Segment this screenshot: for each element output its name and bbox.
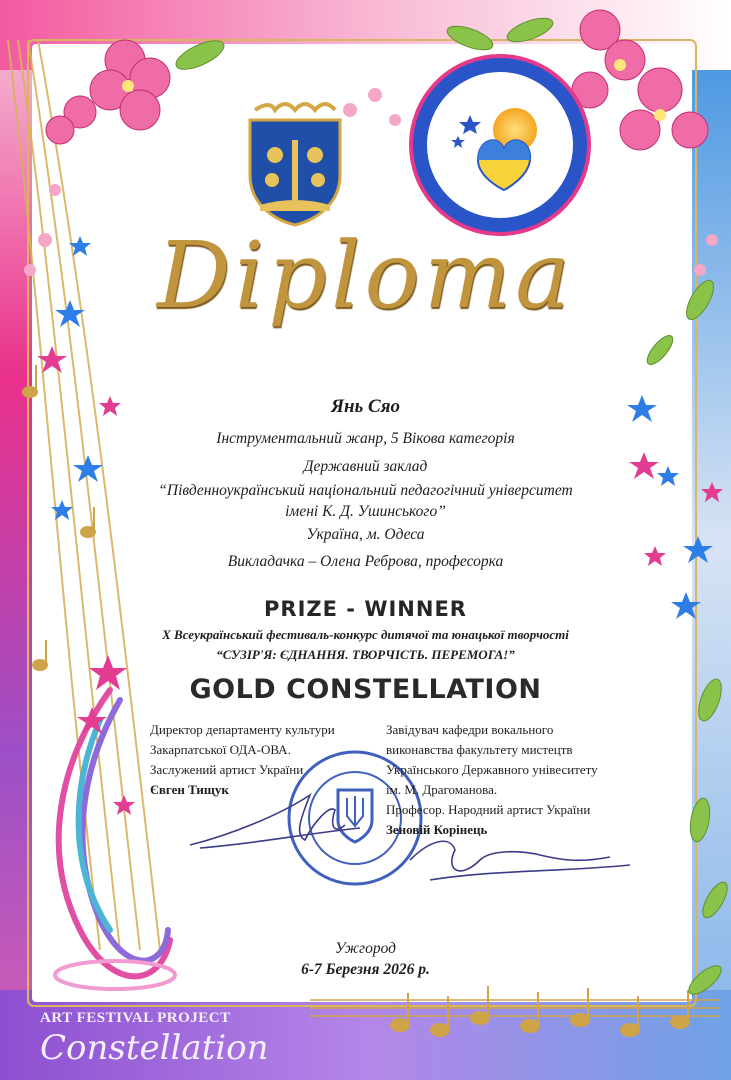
city: Ужгород bbox=[334, 940, 396, 957]
location: Україна, м. Одеса bbox=[306, 526, 425, 543]
recipient-name: Янь Сяо bbox=[330, 396, 401, 417]
diploma-title: Diploma bbox=[157, 222, 574, 329]
date: 6-7 Березня 2026 р. bbox=[301, 961, 430, 978]
teacher: Викладачка – Олена Реброва, професорка bbox=[227, 553, 504, 570]
award-title: GOLD CONSTELLATION bbox=[189, 674, 542, 705]
signatory-right bbox=[386, 720, 636, 840]
signatory-right-line2: виконавства факультету мистецтв bbox=[386, 742, 573, 757]
prize-title: PRIZE - WINNER bbox=[264, 597, 467, 621]
signatory-right-line5: Професор. Народний артист України bbox=[386, 802, 591, 817]
signatory-right-line1: Завідувач кафедри вокального bbox=[386, 722, 554, 737]
institution-line-2: імені К. Д. Ушинського” bbox=[285, 503, 446, 520]
signatory-left-line1: Директор департаменту культури bbox=[150, 722, 335, 737]
signatory-left-line2: Закарпатської ОДА-ОВА. bbox=[150, 742, 291, 757]
signatory-left-name: Євген Тищук bbox=[150, 782, 229, 797]
institution-line-1: “Південноукраїнський національний педагогічний університет bbox=[158, 482, 573, 499]
institution-type: Державний заклад bbox=[303, 458, 428, 475]
genre-line: Інструментальний жанр, 5 Вікова категорія bbox=[216, 430, 515, 447]
footer-project-name: ART FESTIVAL PROJECT bbox=[40, 1010, 231, 1026]
signatory-left bbox=[150, 720, 380, 800]
footer-brand: Constellation bbox=[40, 1028, 269, 1068]
signatory-left-line3: Заслужений артист України bbox=[150, 762, 304, 777]
festival-line-2: “СУЗІР'Я: ЄДНАННЯ. ТВОРЧІСТЬ. ПЕРЕМОГА!” bbox=[216, 647, 515, 662]
signatory-right-line4: ім. М. Драгоманова. bbox=[386, 782, 498, 797]
coat-of-arms-icon bbox=[250, 104, 340, 225]
signatory-right-line3: Українського Державного унівеситету bbox=[386, 762, 598, 777]
festival-line-1: X Всеукраїнський фестиваль-конкурс дитячої та юнацької творчості bbox=[162, 627, 569, 642]
signatory-right-name: Зеновій Корінець bbox=[386, 822, 488, 837]
festival-logo-icon bbox=[412, 57, 588, 233]
